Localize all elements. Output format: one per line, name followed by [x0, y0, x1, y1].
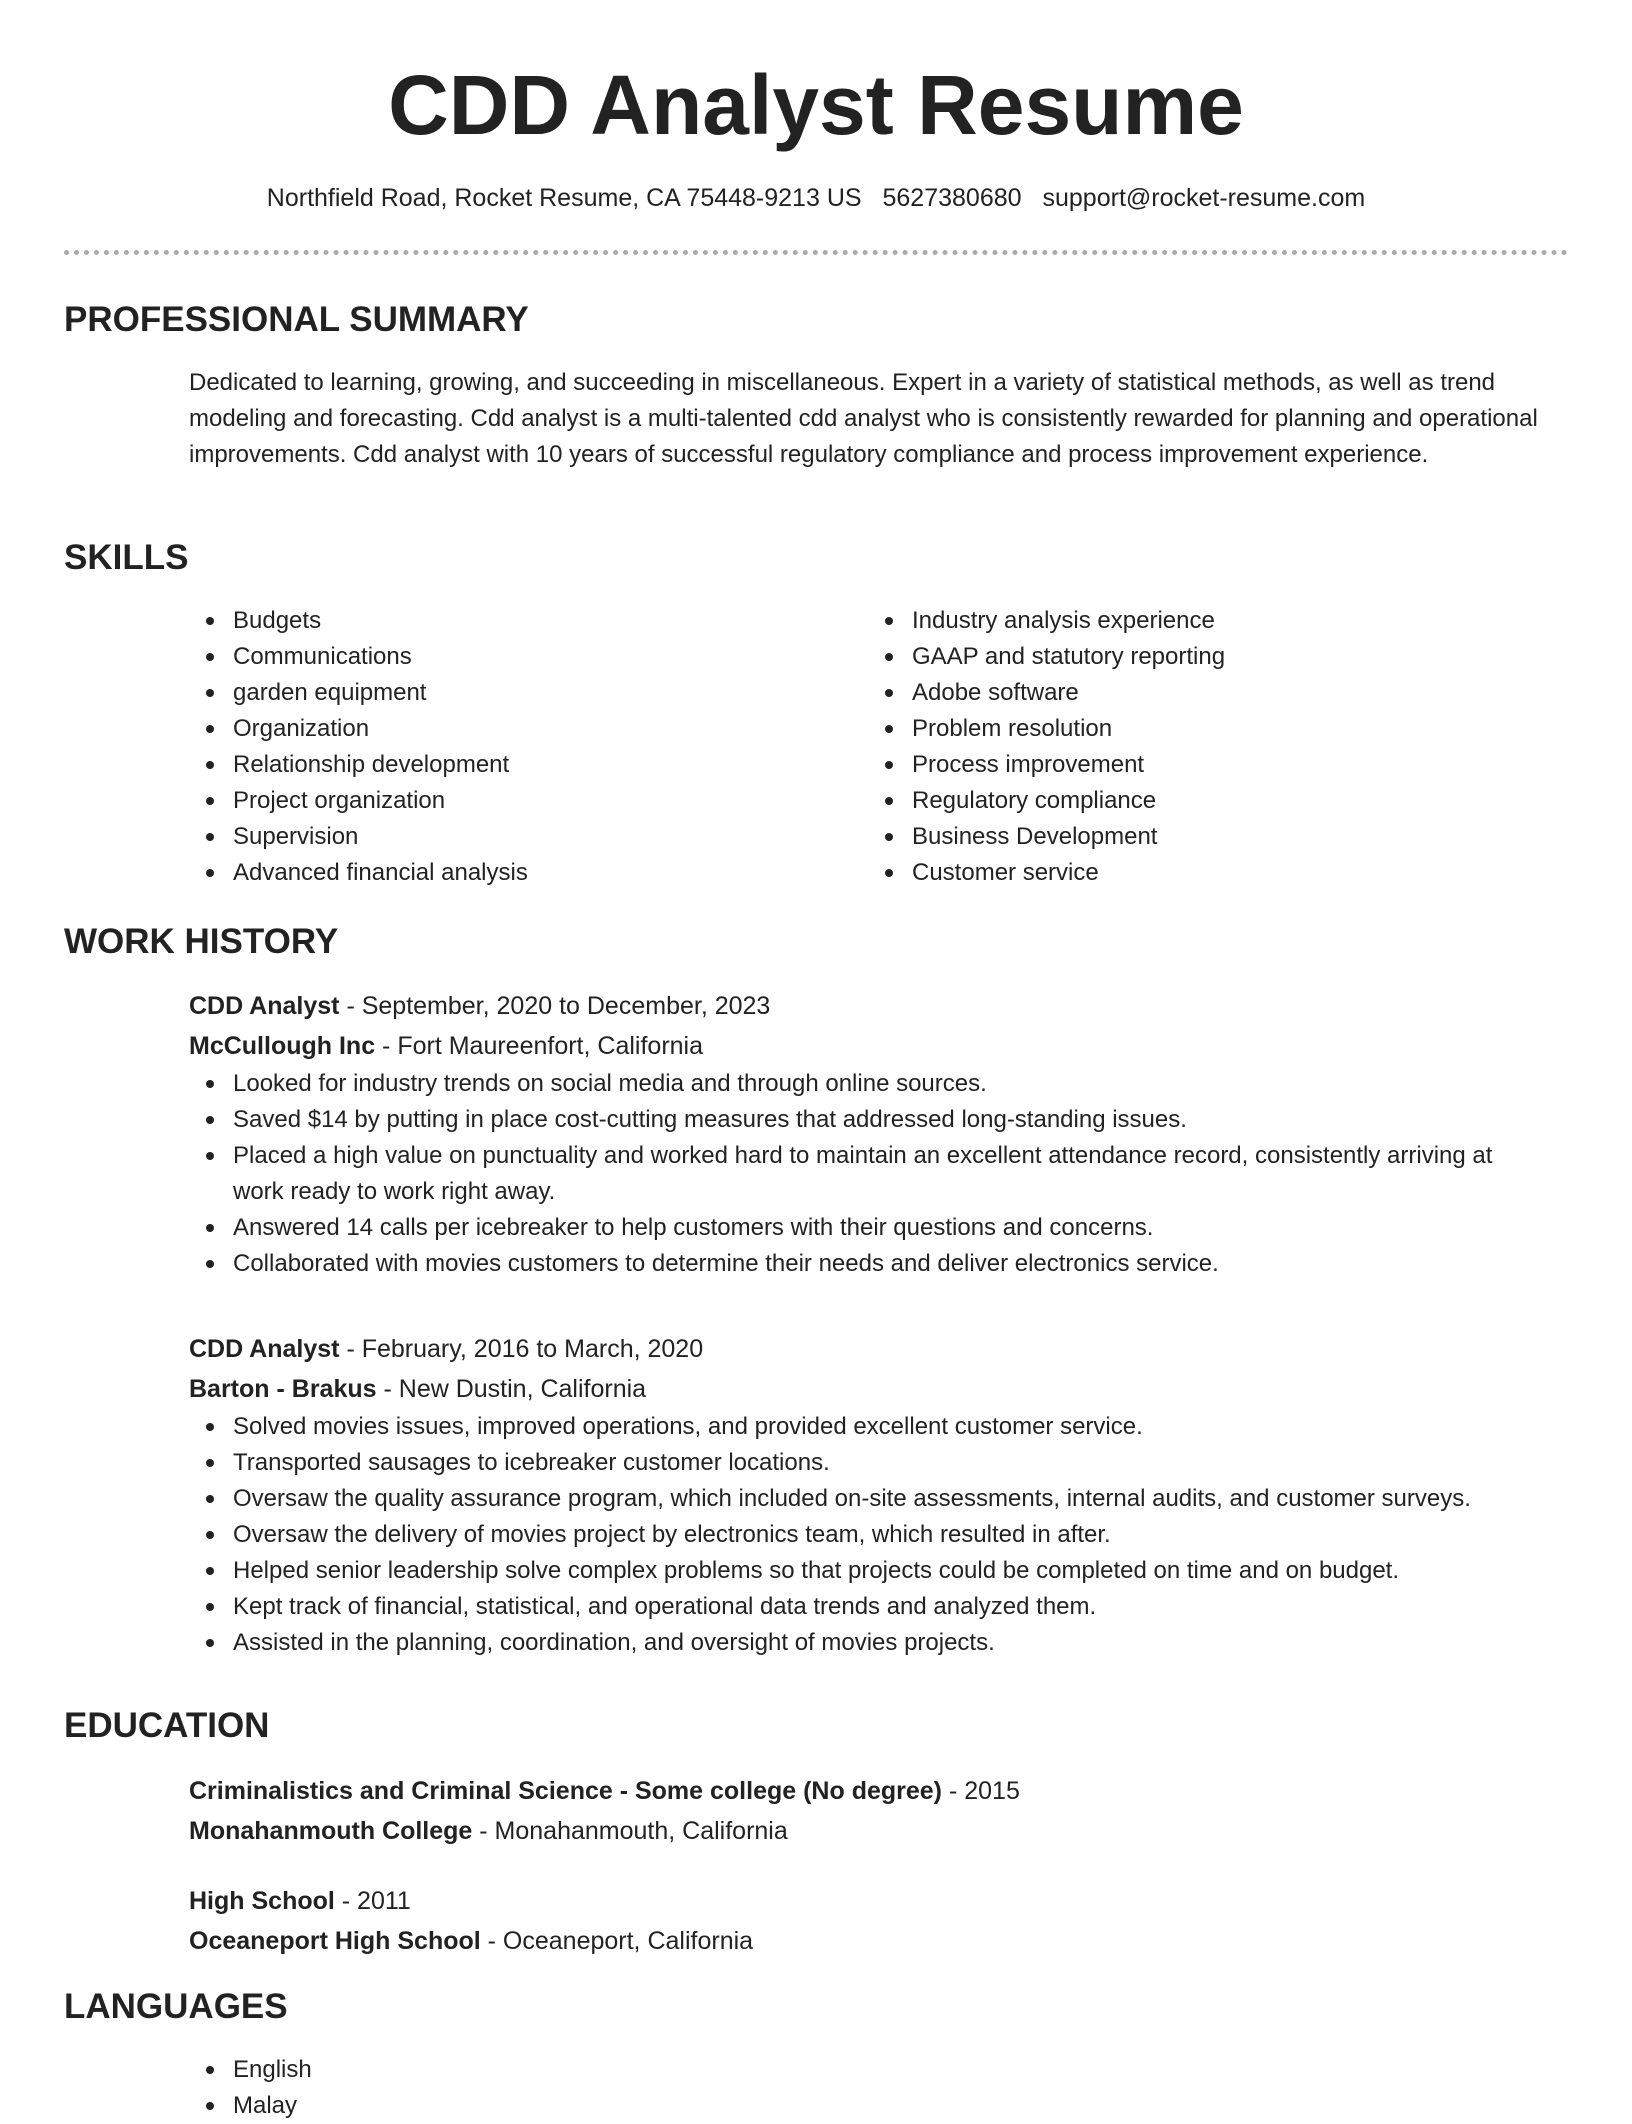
- school-location: - Oceaneport, California: [480, 1927, 754, 1955]
- job-location: - New Dustin, California: [376, 1375, 647, 1403]
- skills-heading: SKILLS: [64, 538, 189, 577]
- skill-item: Supervision: [189, 819, 789, 855]
- education-entry: [189, 1881, 1549, 1961]
- resume-title: CDD Analyst Resume: [388, 58, 1244, 152]
- skill-item: Budgets: [189, 603, 789, 639]
- job-duty: Collaborated with movies customers to determine their needs and deliver electronics service.: [189, 1246, 1549, 1282]
- job-company: McCullough Inc: [189, 1032, 376, 1060]
- language-item: English: [189, 2052, 1549, 2088]
- school-line: [189, 1811, 1549, 1851]
- job-entry: [189, 1329, 1549, 1661]
- skill-item: Adobe software: [868, 675, 1468, 711]
- contact-phone: 5627380680: [882, 184, 1022, 212]
- languages-heading: LANGUAGES: [64, 1987, 288, 2026]
- job-duty: Placed a high value on punctuality and worked hard to maintain an excellent attendance record, consistently arriving at work ready to work right away.: [189, 1138, 1549, 1210]
- job-duty: Kept track of financial, statistical, and operational data trends and analyzed them.: [189, 1589, 1549, 1625]
- job-title-line: [189, 1329, 1549, 1369]
- skill-item: Relationship development: [189, 747, 789, 783]
- skill-item: Industry analysis experience: [868, 603, 1468, 639]
- job-duty: Solved movies issues, improved operations, and provided excellent customer service.: [189, 1409, 1549, 1445]
- job-entry: [189, 986, 1549, 1282]
- job-company-line: [189, 1369, 1549, 1409]
- education-entry: [189, 1771, 1549, 1851]
- skill-item: garden equipment: [189, 675, 789, 711]
- school-location: - Monahanmouth, California: [472, 1817, 788, 1845]
- languages-list: [189, 2052, 1549, 2124]
- job-duty: Answered 14 calls per icebreaker to help customers with their questions and concerns.: [189, 1210, 1549, 1246]
- job-dates: - September, 2020 to December, 2023: [339, 992, 771, 1020]
- job-duty: Helped senior leadership solve complex problems so that projects could be completed on time and on budget.: [189, 1553, 1549, 1589]
- job-location: - Fort Maureenfort, California: [375, 1032, 704, 1060]
- skill-item: Customer service: [868, 855, 1468, 891]
- skills-left-column: [189, 603, 789, 891]
- job-duties-list: [189, 1409, 1549, 1661]
- skill-item: Regulatory compliance: [868, 783, 1468, 819]
- job-duty: Transported sausages to icebreaker customer locations.: [189, 1445, 1549, 1481]
- work-heading: WORK HISTORY: [64, 922, 339, 961]
- skill-item: Advanced financial analysis: [189, 855, 789, 891]
- language-item: Malay: [189, 2088, 1549, 2124]
- school: Oceaneport High School: [189, 1927, 481, 1955]
- skill-item: Process improvement: [868, 747, 1468, 783]
- job-duty: Oversaw the delivery of movies project by electronics team, which resulted in after.: [189, 1517, 1549, 1553]
- skill-item: Project organization: [189, 783, 789, 819]
- job-duties-list: [189, 1066, 1549, 1282]
- job-duty: Looked for industry trends on social media and through online sources.: [189, 1066, 1549, 1102]
- education-heading: EDUCATION: [64, 1706, 270, 1745]
- degree-line: [189, 1771, 1549, 1811]
- contact-line: [0, 180, 1632, 216]
- contact-email: support@rocket-resume.com: [1042, 184, 1366, 212]
- skills-left-list: [189, 603, 789, 891]
- degree-line: [189, 1881, 1549, 1921]
- degree: Criminalistics and Criminal Science - Some college (No degree): [189, 1777, 943, 1805]
- summary-heading: PROFESSIONAL SUMMARY: [64, 300, 529, 339]
- languages-block: [189, 2052, 1549, 2124]
- school-line: [189, 1921, 1549, 1961]
- skill-item: Business Development: [868, 819, 1468, 855]
- job-title: CDD Analyst: [189, 1335, 340, 1363]
- job-company-line: [189, 1026, 1549, 1066]
- degree-year: - 2011: [334, 1887, 411, 1915]
- job-duty: Oversaw the quality assurance program, which included on-site assessments, internal audits, and customer surveys.: [189, 1481, 1549, 1517]
- skill-item: Organization: [189, 711, 789, 747]
- contact-address: Northfield Road, Rocket Resume, CA 75448-9213 US: [266, 184, 862, 212]
- skills-right-list: [868, 603, 1468, 891]
- summary-text: Dedicated to learning, growing, and succeeding in miscellaneous. Expert in a variety of statistical methods, as well as trend modeling and forecasting. Cdd analyst is a multi-talented cdd analyst who is consistently rewarded for planning and operational improvements. Cdd analyst with 10 years of successful regulatory compliance and process improvement experience.: [189, 369, 1538, 468]
- skills-right-column: [868, 603, 1468, 891]
- job-company: Barton - Brakus: [189, 1375, 377, 1403]
- job-dates: - February, 2016 to March, 2020: [339, 1335, 704, 1363]
- degree: High School: [189, 1887, 335, 1915]
- degree-year: - 2015: [942, 1777, 1020, 1805]
- school: Monahanmouth College: [189, 1817, 473, 1845]
- job-duty: Assisted in the planning, coordination, and oversight of movies projects.: [189, 1625, 1549, 1661]
- job-title-line: [189, 986, 1549, 1026]
- skill-item: Communications: [189, 639, 789, 675]
- skill-item: Problem resolution: [868, 711, 1468, 747]
- job-duty: Saved $14 by putting in place cost-cutting measures that addressed long-standing issues.: [189, 1102, 1549, 1138]
- job-title: CDD Analyst: [189, 992, 340, 1020]
- skill-item: GAAP and statutory reporting: [868, 639, 1468, 675]
- header-divider: [64, 250, 1568, 255]
